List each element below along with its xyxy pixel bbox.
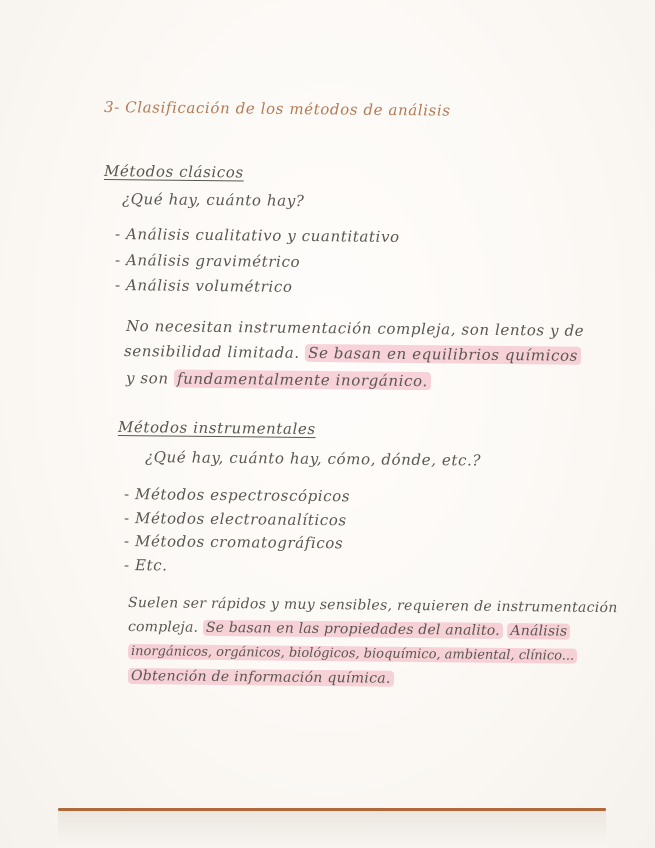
instrumental-item-4: - Etc. [123, 556, 168, 575]
highlighted-text: Análisis [507, 623, 570, 640]
highlighted-text: inorgánicos, orgánicos, biológicos, bioquímico, ambiental, clínico... [128, 644, 577, 664]
instrumental-paragraph-line-2-text: compleja. [127, 619, 199, 636]
classic-item-1: - Análisis cualitativo y cuantitativo [114, 225, 400, 246]
classic-item-2: - Análisis gravimétrico [114, 251, 301, 271]
highlighted-text: Se basan en las propiedades del analito. [203, 620, 503, 639]
instrumental-question: ¿Qué hay, cuánto hay, cómo, dónde, etc.? [144, 448, 482, 470]
classic-paragraph-line-2-text: sensibilidad limitada. [123, 342, 300, 362]
classic-paragraph-line-3 [126, 369, 431, 390]
highlighted-text: Obtención de información química. [128, 668, 394, 687]
instrumental-item-3: - Métodos cromatográficos [123, 532, 344, 553]
instrumental-paragraph-line-4 [128, 668, 394, 687]
section-heading-instrumental: Métodos instrumentales [117, 418, 316, 439]
highlighted-text: Se basan en equilibrios químicos [305, 344, 581, 365]
section-heading-classic: Métodos clásicos [103, 162, 244, 182]
classic-paragraph-line-1: No necesitan instrumentación compleja, son lentos y de [125, 317, 585, 340]
page-shadow [58, 811, 606, 848]
classic-question: ¿Qué hay, cuánto hay? [121, 190, 305, 210]
page-title: 3- Clasificación de los métodos de análisis [103, 98, 451, 120]
classic-paragraph-line-3-text: y son [125, 369, 169, 388]
highlighted-text: fundamentalmente inorgánico. [174, 370, 431, 391]
instrumental-paragraph-line-1: Suelen ser rápidos y muy sensibles, requieren de instrumentación [127, 595, 618, 617]
instrumental-item-2: - Métodos electroanalíticos [123, 509, 347, 530]
instrumental-item-1: - Métodos espectroscópicos [123, 485, 351, 506]
classic-item-3: - Análisis volumétrico [114, 276, 293, 296]
